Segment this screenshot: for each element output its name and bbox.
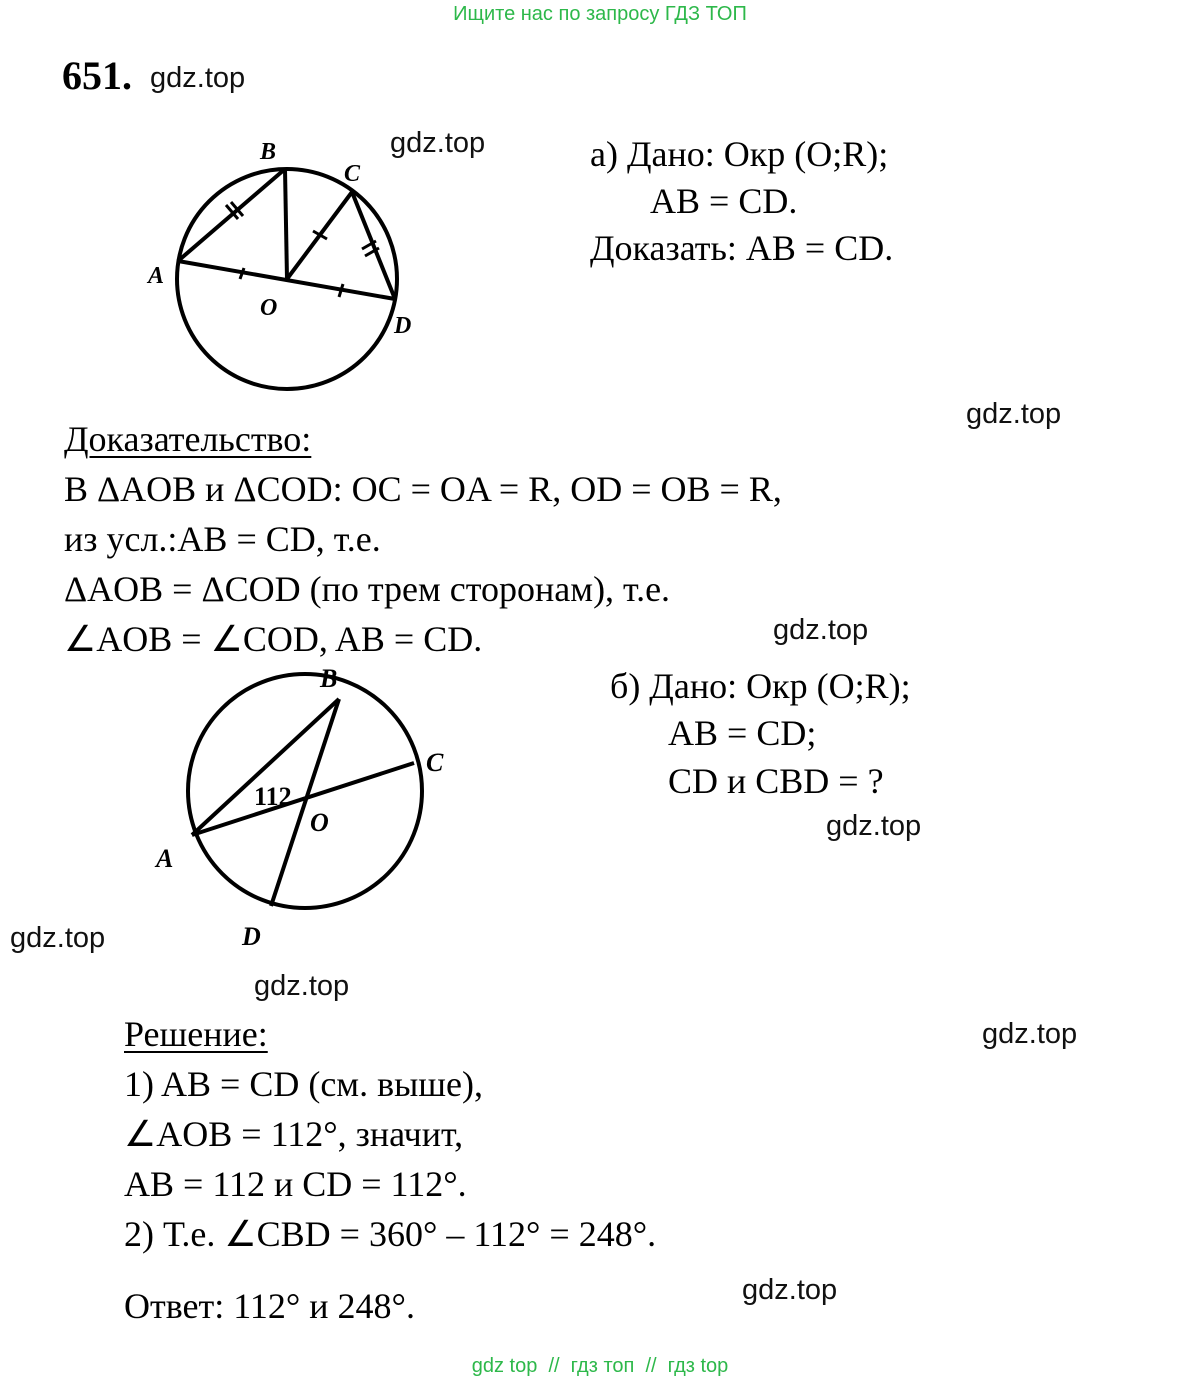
given-b-line2: AB = CD; — [668, 713, 817, 753]
watermark: gdz.top — [742, 1274, 838, 1306]
given-a-line3: Доказать: AB = CD. — [590, 228, 894, 268]
solution-line3: AB = 112 и CD = 112°. — [124, 1164, 467, 1204]
circle-diagram-a — [140, 135, 430, 405]
proof-line3: ΔAOB = ΔCOD (по трем сторонам), т.е. — [64, 569, 671, 609]
problem-number: 651. — [62, 53, 132, 98]
point-b-label: B — [260, 139, 277, 165]
point-b-label: B — [320, 665, 338, 693]
angle-label: 112 — [254, 782, 292, 811]
watermark: gdz.top — [773, 614, 869, 646]
point-o-label: O — [310, 808, 329, 837]
watermark: gdz.top — [826, 810, 922, 842]
point-c-label: C — [426, 748, 444, 777]
solution-title: Решение: — [124, 1014, 268, 1054]
answer-line: Ответ: 112° и 248°. — [124, 1286, 415, 1326]
point-a-label: A — [156, 844, 174, 873]
watermark: gdz.top — [390, 127, 486, 159]
point-d-label: D — [242, 922, 261, 951]
solution-line4: 2) Т.е. ∠CBD = 360° – 112° = 248°. — [124, 1214, 657, 1254]
top-banner: Ищите нас по запросу ГДЗ ТОП — [453, 3, 747, 25]
point-o-label: O — [260, 295, 278, 321]
given-a-line1: а) Дано: Окр (O;R); — [590, 134, 889, 174]
given-a-line2: AB = CD. — [650, 181, 798, 221]
proof-title: Доказательство: — [64, 419, 312, 459]
point-d-label: D — [394, 313, 412, 339]
point-c-label: C — [344, 161, 361, 187]
watermark: gdz.top — [966, 398, 1062, 430]
given-b-line3: CD и CBD = ? — [668, 761, 884, 801]
solution-line2: ∠AOB = 112°, значит, — [124, 1114, 464, 1154]
circle-diagram-b — [150, 665, 470, 955]
proof-line1: В ΔAOB и ΔCOD: OC = OA = R, OD = OB = R, — [64, 469, 782, 509]
watermark: gdz.top — [254, 970, 350, 1002]
solution-line1: 1) AB = CD (см. выше), — [124, 1064, 483, 1104]
watermark: gdz.top — [982, 1018, 1078, 1050]
watermark: gdz.top — [10, 922, 106, 954]
proof-line4: ∠AOB = ∠COD, AB = CD. — [64, 619, 483, 659]
point-a-label: A — [148, 263, 165, 289]
watermark: gdz.top — [150, 62, 246, 94]
footer-watermark: gdz top // гдз топ // гдз top — [471, 1355, 729, 1377]
proof-line2: из усл.:AB = CD, т.е. — [64, 519, 381, 559]
given-b-line1: б) Дано: Окр (O;R); — [610, 666, 911, 706]
